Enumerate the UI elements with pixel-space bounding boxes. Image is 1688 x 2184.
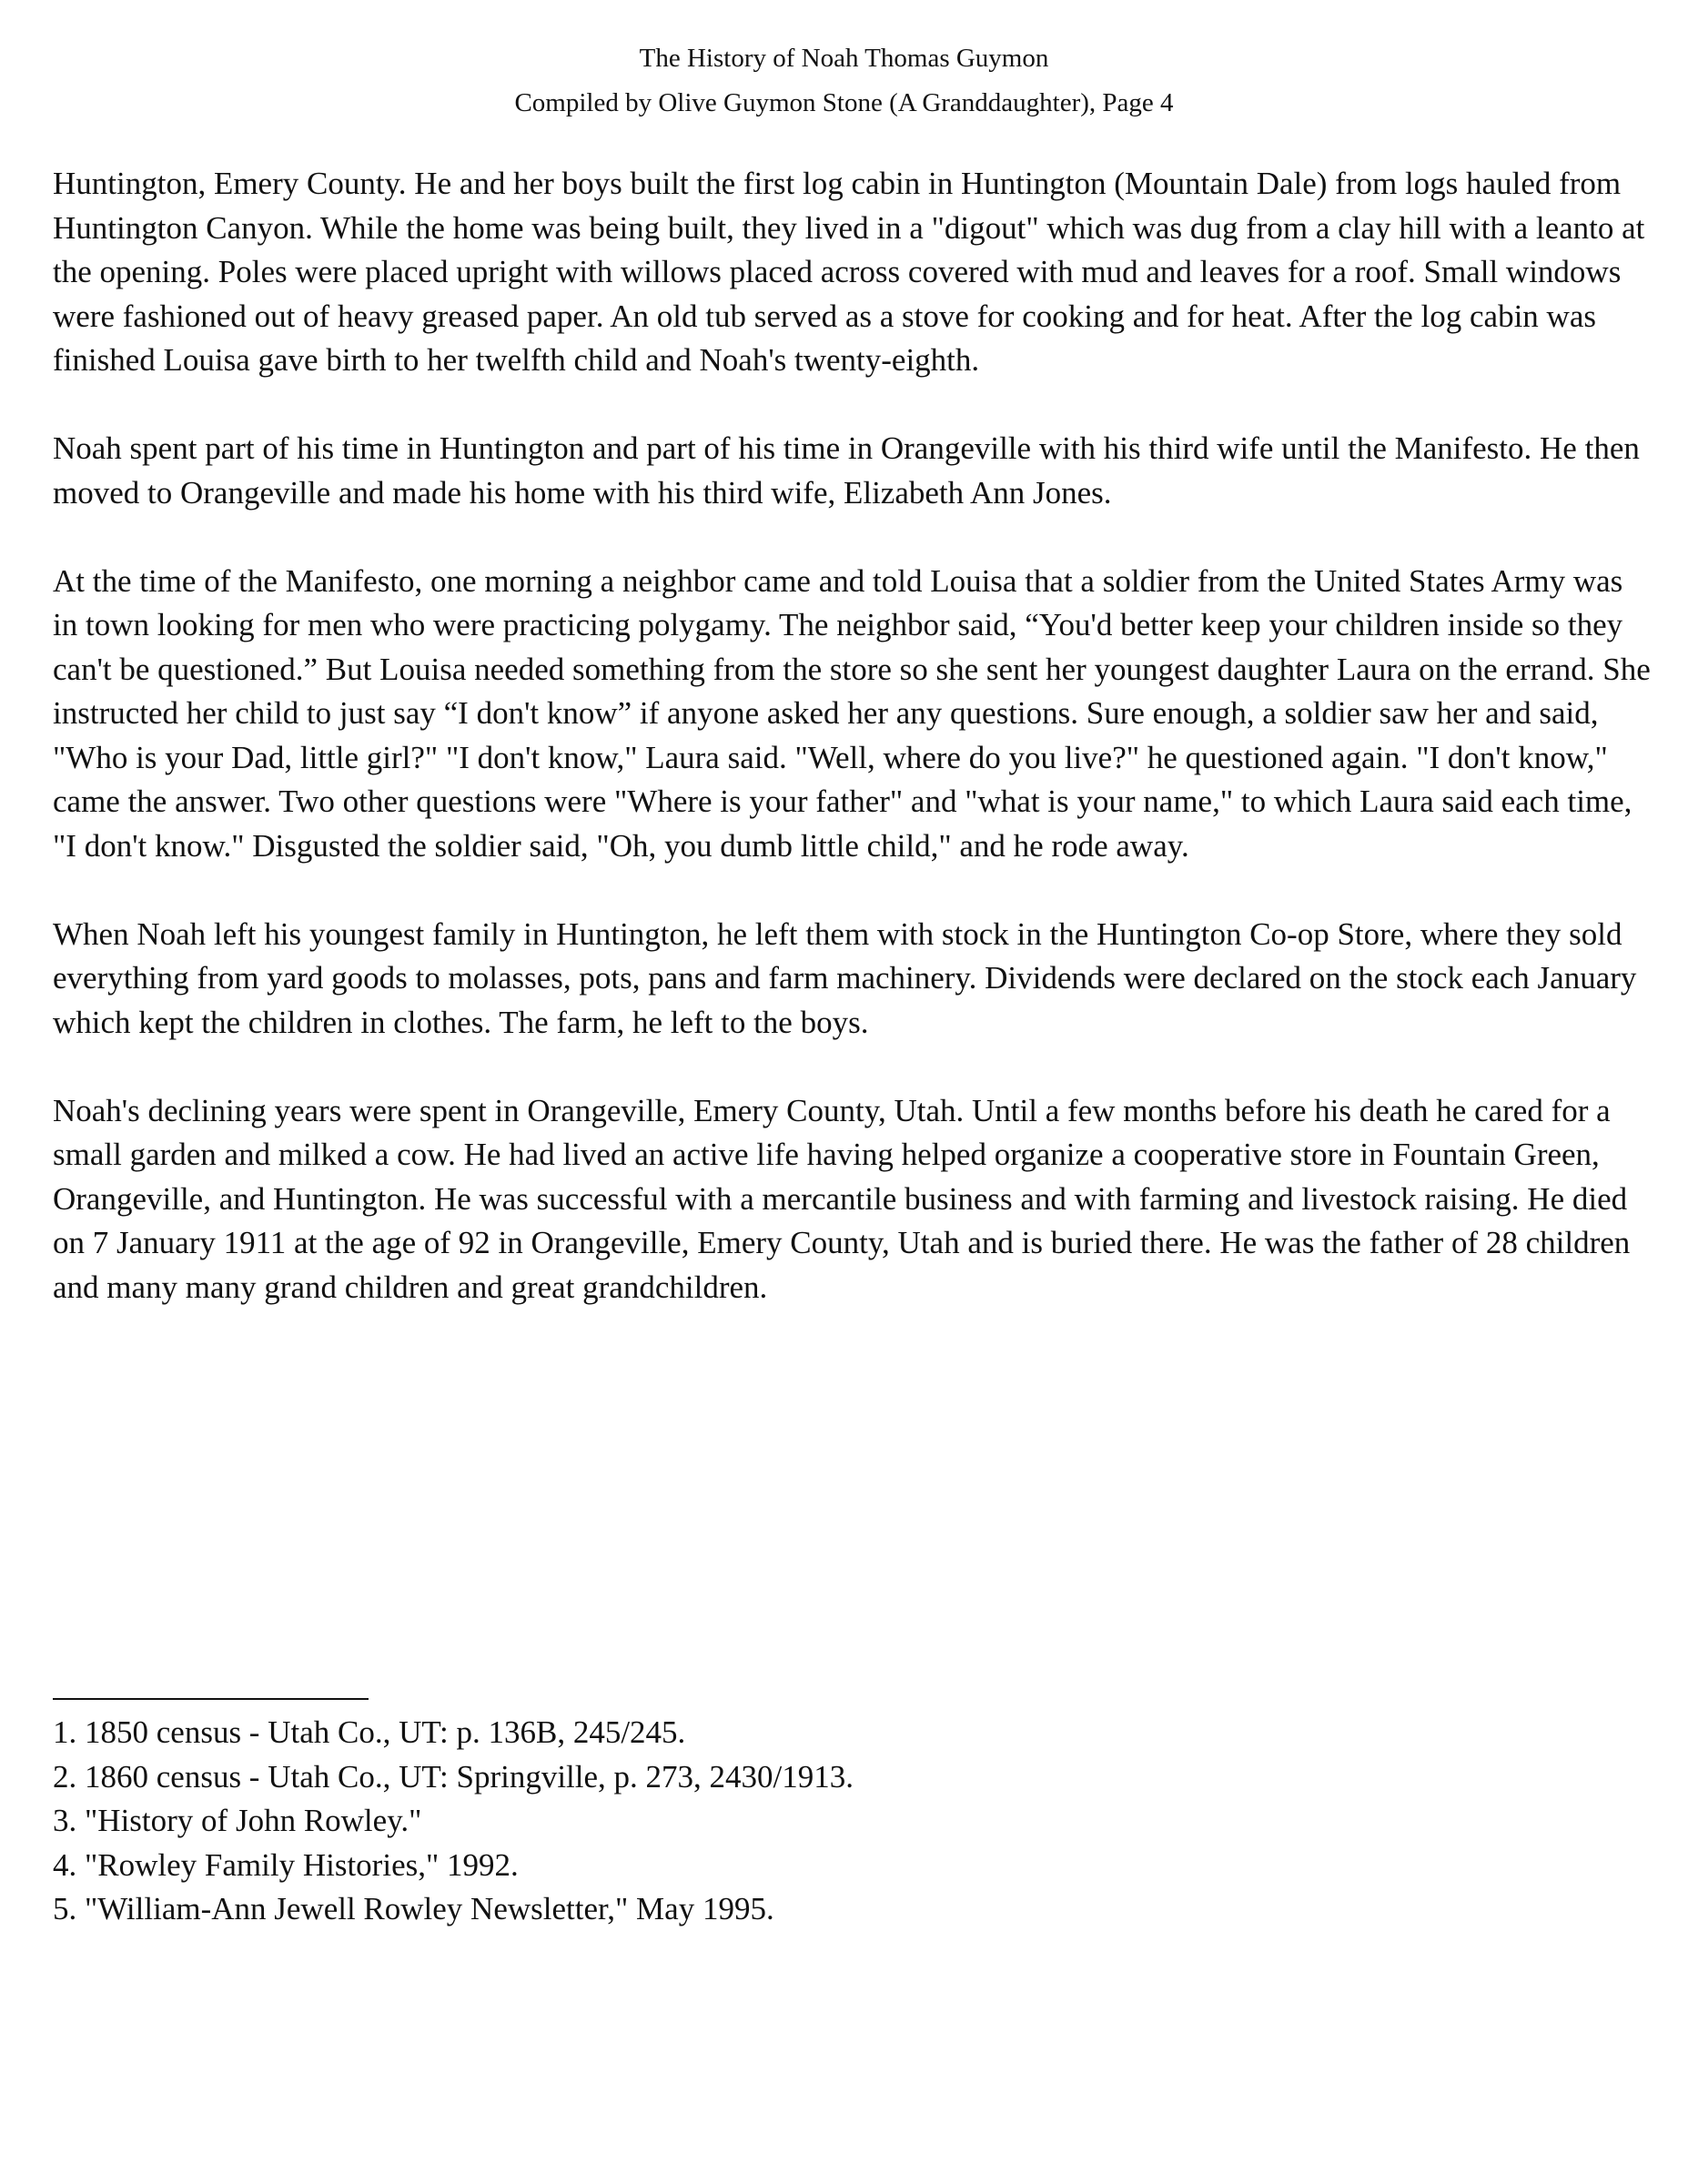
footnote-3: 3. "History of John Rowley." — [53, 1803, 422, 1838]
document-title: The History of Noah Thomas Guymon — [639, 44, 1049, 73]
footnote-separator — [53, 1698, 369, 1700]
paragraph-declining-years: Noah's declining years were spent in Orangeville, Emery County, Utah. Until a few months before his death he cared for a small garden and milked a cow. He had lived an active life having helped organize a cooperative store in Fountain Green, Orangeville, and Huntington. He was successful with a mercantile business and with farming and livestock raising. He died on 7 January 1911 at the age of 92 in Orangeville, Emery County, Utah and is buried there. He was the father of 28 children and many many grand children and great grandchildren. — [53, 1092, 1631, 1305]
paragraph-coop-store: When Noah left his youngest family in Huntington, he left them with stock in the Huntington Co-op Store, where they sold everything from yard goods to molasses, pots, pans and farm machinery. Dividends were declared on the stock each January which kept the children in clothes. The farm, he left to the boys. — [53, 915, 1637, 1040]
footnote-2: 2. 1860 census - Utah Co., UT: Springville, p. 273, 2430/1913. — [53, 1758, 854, 1795]
footnote-5: 5. "William-Ann Jewell Rowley Newsletter," May 1995. — [53, 1891, 774, 1926]
paragraph-manifesto: At the time of the Manifesto, one morning a neighbor came and told Louisa that a soldier from the United States Army was in town looking for men who were practicing polygamy. The neighbor said, “You'd better keep your children inside so they can't be questioned.” But Louisa needed something from the store so she sent her youngest daughter Laura on the errand. She instructed her child to just say “I don't know” if anyone asked her any questions. Sure enough, a soldier saw her and said, "Who is your Dad, little girl?" "I don't know," Laura said. "Well, where do you live?" he questioned again. "I don't know," came the answer. Two other questions were "Where is your father" and "what is your name," to which Laura said each time, "I don't know." Disgusted the soldier said, "Oh, you dumb little child," and he rode away. — [53, 562, 1651, 864]
footnote-1: 1. 1850 census - Utah Co., UT: p. 136B, 245/245. — [53, 1714, 686, 1750]
footnotes-list — [53, 1711, 1145, 1932]
footnote-4: 4. "Rowley Family Histories," 1992. — [53, 1846, 519, 1883]
page-header — [0, 36, 1688, 126]
paragraph-third-wife: Noah spent part of his time in Huntington and part of his time in Orangeville with his third wife until the Manifesto. He then moved to Orangeville and made his home with his third wife, Elizabeth Ann Jones. — [53, 430, 1640, 511]
document-subtitle: Compiled by Olive Guymon Stone (A Granddaughter), Page 4 — [514, 88, 1174, 117]
body-text — [53, 162, 1653, 1354]
paragraph-log-cabin: Huntington, Emery County. He and her boys built the first log cabin in Huntington (Mountain Dale) from logs hauled from Huntington Canyon. While the home was being built, they lived in a "digout" which was dug from a clay hill with a leanto at the opening. Poles were placed upright with willows placed across covered with mud and leaves for a roof. Small windows were fashioned out of heavy greased paper. An old tub served as a stove for cooking and for heat. After the log cabin was finished Louisa gave birth to her twelfth child and Noah's twenty-eighth. — [53, 166, 1645, 378]
